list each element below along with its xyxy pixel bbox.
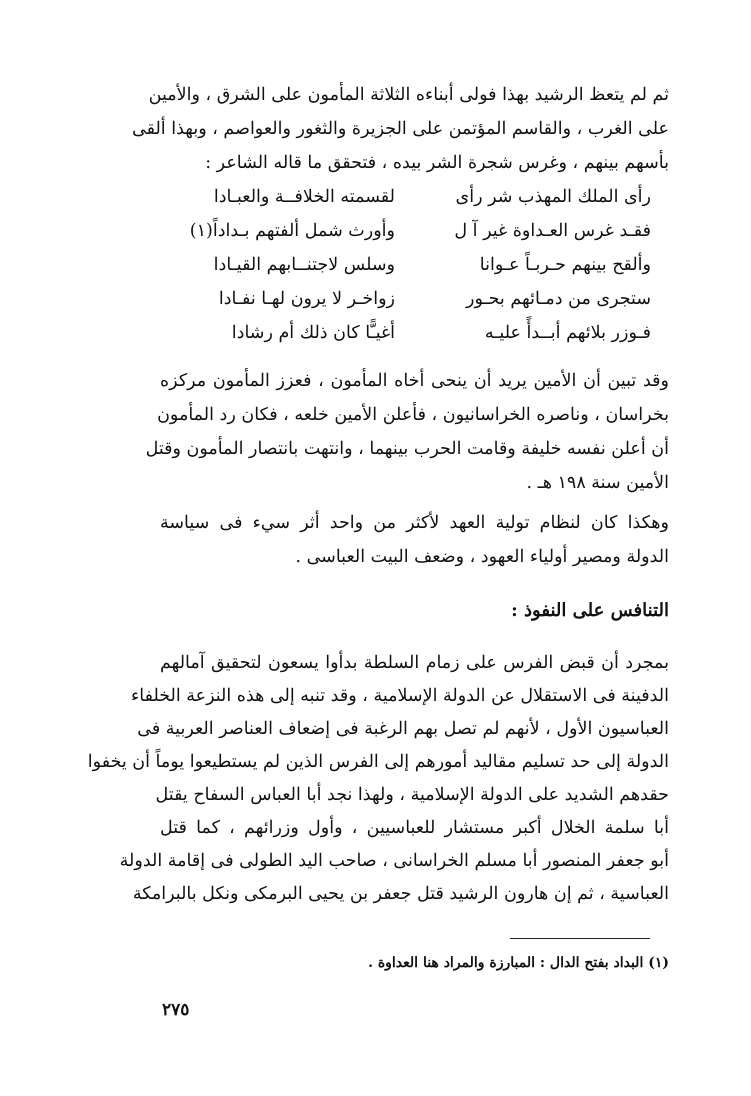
verse-first-hemistich: رأى الملك المهذب شر رأى [455,187,651,207]
verse-first-hemistich: وألقح بينهم حـربـاً عـوانا [479,255,651,275]
verse-second-hemistich: أغيـًّا كان ذلك أم رشادا [231,323,395,343]
poem-verse [160,282,651,316]
text-line: ثم لم يتعظ الرشيد بهذا فولى أبناءه الثلاثة المأمون على الشرق ، والأمين [148,85,669,105]
text-line: أن أعلن نفسه خليفة وقامت الحرب بينهما ، وانتهت بانتصار المأمون وقتل [145,439,669,459]
verse-first-hemistich: فقـد غرس العـداوة غير آ ل [454,221,651,241]
page-number: ٢٧٥ [162,1000,190,1020]
text-line: بأسهم بينهم ، وغرس شجرة الشر بيده ، فتحقق ما قاله الشاعر : [205,153,669,173]
footnote-divider [510,938,650,939]
section-heading: التنافس على النفوذ : [511,600,669,621]
paragraph-influence-rivalry [87,647,669,911]
text-line: أبا سلمة الخلال أكبر مستشار للعباسيين ، وأول وزرائهم ، كما قتل [160,818,669,838]
text-line: الدولة إلى حد تسليم مقاليد أمورهم إلى الفرس الذين لم يستطيعوا يوماً أن يخفوا [87,752,669,772]
text-line: أبو جعفر المنصور أبا مسلم الخراسانى ، صاحب اليد الطولى فى إقامة الدولة [119,851,669,871]
text-line: بخراسان ، وناصره الخراسانيون ، فأعلن الأمين خلعه ، فكان رد المأمون [157,405,669,425]
verse-first-hemistich: فـوزر بلائهم أبــدأً عليـه [484,323,651,343]
verse-first-hemistich: ستجرى من دمـائهم بحـور [466,289,651,309]
poem-verse [160,316,651,350]
text-line: الدفينة فى الاستقلال عن الدولة الإسلامية ، وقد تنبه إلى هذه النزعة الخلفاء [131,686,669,706]
text-line: الأمين سنة ١٩٨ هـ . [526,473,669,493]
footnote: (١) البداد بفتح الدال : المبارزة والمراد هنا العداوة . [368,955,669,971]
paragraph-succession-effect [160,506,669,574]
text-line: وهكذا كان لنظام تولية العهد لأكثر من واحد أثر سيء فى سياسة [160,513,669,533]
verse-second-hemistich: لقسمته الخلافــة والعبـادا [213,187,395,207]
verse-second-hemistich: وأورث شمل ألفتهم بـداداً(١) [189,221,395,241]
poem-verse [160,248,651,282]
verse-second-hemistich: وسلس لاجتنــابهم القيـادا [213,255,395,275]
verse-second-hemistich: زواخـر لا يرون لهـا نفـادا [218,289,395,309]
text-line: وقد تبين أن الأمين يريد أن ينحى أخاه المأمون ، فعزز المأمون مركزه [160,371,669,391]
text-line: العباسية ، ثم إن هارون الرشيد قتل جعفر بن يحيى البرمكى ونكل بالبرامكة [132,884,669,904]
paragraph-amin-mamun-war [145,364,669,500]
text-line: حقدهم الشديد على الدولة الإسلامية ، ولهذا نجد أبا العباس السفاح يقتل [155,785,669,805]
poem-verse [160,214,651,248]
text-line: الدولة ومصير أولياء العهود ، وضعف البيت العباسى . [295,547,669,567]
text-line: العباسيون الأول ، لأنهم لم تصل بهم الرغبة فى إضعاف العناصر العربية فى [137,719,669,739]
text-line: على الغرب ، والقاسم المؤتمن على الجزيرة والثغور والعواصم ، وبهذا ألقى [132,119,669,139]
poem [160,180,651,350]
text-line: بمجرد أن قبض الفرس على زمام السلطة بدأوا يسعون لتحقيق آمالهم [160,653,669,673]
poem-verse [160,180,651,214]
paragraph-rashid-succession [132,78,669,180]
